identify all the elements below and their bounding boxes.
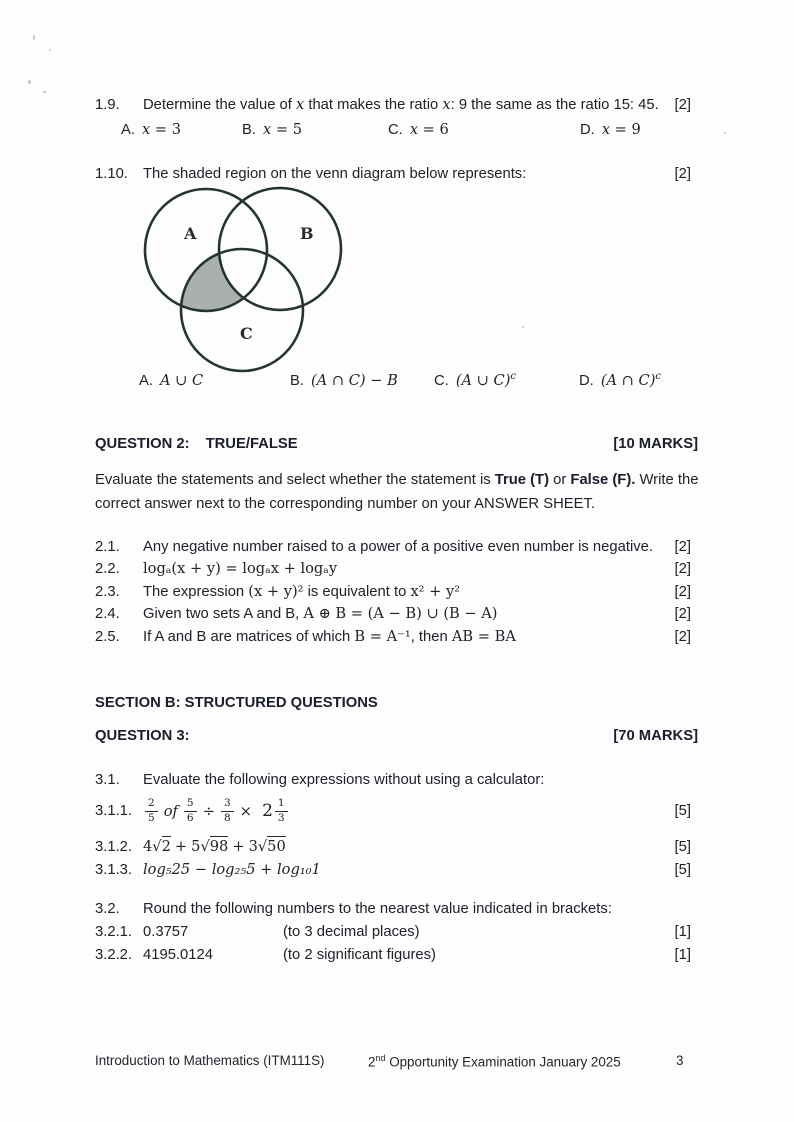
option-b: B. x = 5 [242,121,303,138]
rounding-note: (to 2 significant figures) [283,947,436,963]
section-b-heading [95,695,698,711]
scan-artifact [522,326,524,328]
question-text: Round the following numbers to the nearest value indicated in brackets: [143,901,612,917]
question-number: 3.2.1. [95,924,133,940]
statement-2-3 [95,583,691,600]
statement-2-4 [95,605,691,622]
marks-badge: [5] [674,862,691,878]
section-title: QUESTION 2: [95,436,190,452]
option-d: D. (A ∩ C)$^c$ [579,371,662,389]
statement-number: 2.5. [95,629,120,645]
marks-badge: [70 MARKS] [613,728,698,744]
statement-2-5 [95,628,691,645]
mixed-number-whole: 2 [262,801,273,821]
question-2-instructions: Evaluate the statements and select whether the statement is True (T) or False (F). Write the correct answer next to the corresponding number on your ANSWER SHEET. [95,472,699,512]
statement-number: 2.2. [95,561,120,577]
question-number: 1.10. [95,166,128,182]
section-subtitle: TRUE/FALSE [205,436,298,452]
scan-artifact [33,35,35,40]
question-number: 1.9. [95,97,120,113]
statement-text: The expression (x + y)² is equivalent to x² + y² [143,583,461,600]
venn-label-b: B [300,224,314,243]
statement-text: If A and B are matrices of which B = A⁻¹, then AB = BA [143,628,516,645]
rounding-note: (to 3 decimal places) [283,924,420,940]
question-3-1-3 [95,861,691,878]
venn-diagram [140,186,352,382]
option-a: A. A ∪ C [139,371,204,389]
statement-number: 2.3. [95,584,120,600]
statement-2-1 [95,538,691,555]
section-title: QUESTION 3: [95,728,190,744]
statement-text: logₐ(x + y) = logₐx + logₐy [143,560,338,577]
question-3-2-2 [95,947,691,963]
option-c: C. (A ∪ C)$^c$ [434,371,517,389]
question-3-heading [95,728,698,744]
question-text: Determine the value of x that makes the ratio x: 9 the same as the ratio 15: 45. [143,96,659,113]
marks-badge: [1] [674,924,691,940]
marks-badge: [5] [674,839,691,855]
question-number: 3.1.3. [95,862,133,878]
fraction: $\frac{5}{6}$ [184,797,197,825]
question-3-1-1 [95,791,691,831]
math-expression: log₅25 − log₂₅5 + log₁₀1 [143,861,321,878]
marks-badge: [2] [674,561,691,577]
option-a: A. x = 3 [121,121,182,138]
math-expression: 4√2 + 5√98 + 3√50 [143,838,286,855]
statement-number: 2.1. [95,539,120,555]
math-expression: $\frac{2}{5}$ of $\frac{5}{6}$ ÷ $\frac{3}{8}$ × 2 $\frac{1}{3}$ [143,797,290,825]
marks-badge: [2] [674,97,691,113]
question-3-2 [95,901,691,917]
question-text: The shaded region on the venn diagram below represents: [143,166,527,182]
statement-2-2 [95,560,691,577]
option-c: C. x = 6 [388,121,449,138]
number-value: 4195.0124 [143,947,213,963]
footer-course: Introduction to Mathematics (ITM111S) [95,1053,325,1068]
fraction: $\frac{2}{5}$ [145,797,158,825]
question-number: 3.1. [95,772,120,788]
question-1-9 [95,96,691,113]
question-3-1-2 [95,838,691,855]
statement-text: Any negative number raised to a power of a positive even number is negative. [143,539,653,555]
question-number: 3.2.2. [95,947,133,963]
marks-badge: [2] [674,584,691,600]
question-1-10 [95,166,691,182]
section-title: SECTION B: STRUCTURED QUESTIONS [95,695,378,711]
statement-number: 2.4. [95,606,120,622]
question-number: 3.2. [95,901,120,917]
scan-artifact [28,80,31,84]
question-text: Evaluate the following expressions without using a calculator: [143,772,545,788]
question-2-heading [95,436,698,452]
question-number: 3.1.2. [95,839,133,855]
marks-badge: [2] [674,606,691,622]
question-3-2-1 [95,924,691,940]
scan-artifact [724,132,726,134]
marks-badge: [10 MARKS] [613,436,698,452]
option-d: D. x = 9 [580,121,641,138]
question-3-1 [95,772,691,788]
marks-badge: [2] [674,166,691,182]
statement-text: Given two sets A and B, A ⊕ B = (A − B) ∪ (B − A) [143,605,498,622]
marks-badge: [1] [674,947,691,963]
scan-artifact [49,49,51,51]
venn-label-a: A [184,224,197,243]
fraction: $\frac{1}{3}$ [275,797,288,825]
footer-page-number: 3 [676,1053,684,1068]
venn-label-c: C [240,324,253,343]
scan-artifact [43,91,46,93]
question-number: 3.1.1. [95,803,133,819]
marks-badge: [5] [674,803,691,819]
marks-badge: [2] [674,539,691,555]
option-b: B. (A ∩ C) − B [290,371,398,389]
fraction: $\frac{3}{8}$ [221,797,234,825]
marks-badge: [2] [674,629,691,645]
footer-exam-title: 2nd Opportunity Examination January 2025 [368,1053,621,1070]
number-value: 0.3757 [143,924,189,940]
